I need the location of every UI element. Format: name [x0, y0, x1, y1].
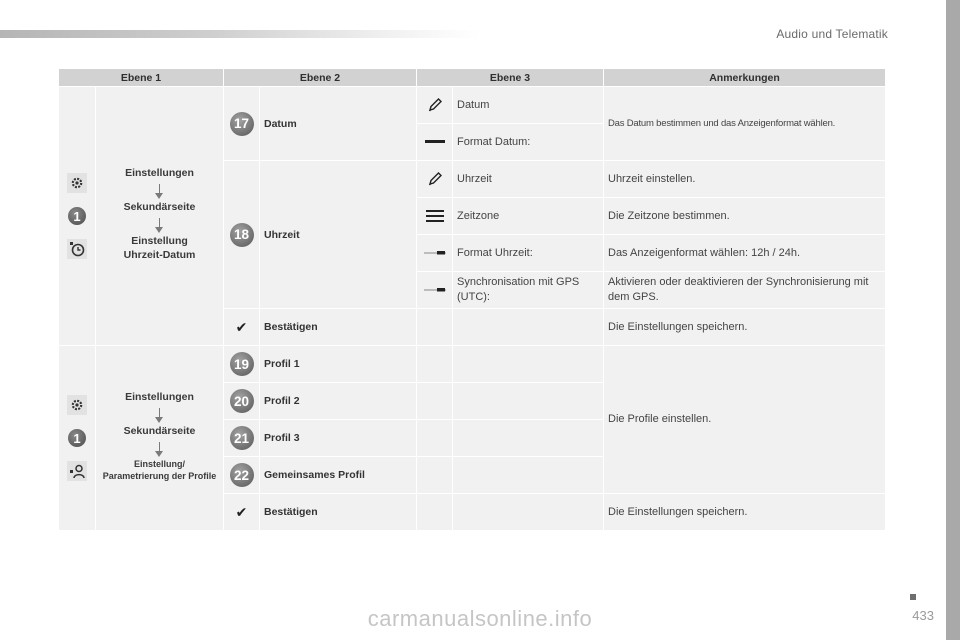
level-number-badge: 1: [68, 429, 86, 447]
pencil-icon: [417, 87, 453, 124]
arrow-down-icon: [159, 218, 160, 228]
nav-step-secondary: Sekundärseite: [123, 425, 196, 437]
section-title: Audio und Telematik: [776, 27, 888, 41]
page-marker: [910, 594, 916, 600]
profile-settings-icon: [67, 461, 87, 481]
level2-uhrzeit: Uhrzeit: [260, 161, 417, 309]
step-badge-22: 22: [230, 463, 254, 487]
level2-profil-3: Profil 3: [260, 420, 417, 457]
note-synchronisation: Aktivieren oder deaktivieren der Synchronisierung mit dem GPS.: [604, 272, 886, 309]
step-badge-21: 21: [230, 426, 254, 450]
note-datum: Das Datum bestimmen und das Anzeigenformat wählen.: [604, 87, 886, 161]
level2-gemeinsames-profil: Gemeinsames Profil: [260, 457, 417, 494]
toggle-icon: [417, 235, 453, 272]
step-badge-18: 18: [230, 223, 254, 247]
level1-navigation: [96, 87, 224, 346]
level2-profil-1: Profil 1: [260, 346, 417, 383]
list-icon: [417, 198, 453, 235]
empty-cell: [453, 494, 604, 531]
page-side-strip: [946, 0, 960, 640]
empty-cell: [417, 383, 453, 420]
settings-table: [58, 68, 886, 531]
empty-cell: [417, 457, 453, 494]
level3-datum: Datum: [453, 87, 604, 124]
col-header-ebene1: Ebene 1: [59, 69, 224, 87]
level1-icons: [59, 346, 96, 531]
group-datetime: [59, 87, 886, 346]
checkmark-icon: ✔: [224, 494, 260, 531]
watermark: carmanualsonline.info: [367, 606, 593, 631]
gear-icon: [67, 173, 87, 193]
level3-synchronisation: Synchronisation mit GPS (UTC):: [453, 272, 604, 309]
level3-format-uhrzeit: Format Uhrzeit:: [453, 235, 604, 272]
table-row: [59, 87, 886, 124]
nav-step-settings: Einstellungen: [125, 167, 194, 179]
level2-datum: Datum: [260, 87, 417, 161]
pencil-icon: [417, 161, 453, 198]
table-header-row: [59, 69, 886, 87]
note-bestaetigen: Die Einstellungen speichern.: [604, 309, 886, 346]
col-header-ebene3: Ebene 3: [417, 69, 604, 87]
nav-step-profiles: Einstellung/ Parametrierung der Profile: [102, 459, 217, 481]
step-badge-19: 19: [230, 352, 254, 376]
arrow-down-icon: [159, 408, 160, 418]
note-format-uhrzeit: Das Anzeigenformat wählen: 12h / 24h.: [604, 235, 886, 272]
level3-format-datum: Format Datum:: [453, 124, 604, 161]
badge-cell: [224, 420, 260, 457]
level2-bestaetigen: Bestätigen: [260, 309, 417, 346]
note-uhrzeit: Uhrzeit einstellen.: [604, 161, 886, 198]
level1-navigation: [96, 346, 224, 531]
toggle-icon: [417, 272, 453, 309]
empty-cell: [453, 420, 604, 457]
empty-cell: [417, 420, 453, 457]
badge-cell: [224, 346, 260, 383]
badge-cell: [224, 87, 260, 161]
top-decor-bar: [0, 30, 480, 38]
badge-cell: [224, 161, 260, 309]
arrow-down-icon: [159, 442, 160, 452]
empty-cell: [453, 457, 604, 494]
empty-cell: [417, 494, 453, 531]
nav-step-secondary: Sekundärseite: [123, 201, 196, 213]
col-header-anmerkungen: Anmerkungen: [604, 69, 886, 87]
badge-cell: [224, 457, 260, 494]
gear-icon: [67, 395, 87, 415]
step-badge-17: 17: [230, 112, 254, 136]
empty-cell: [453, 309, 604, 346]
empty-cell: [453, 346, 604, 383]
level3-zeitzone: Zeitzone: [453, 198, 604, 235]
empty-cell: [453, 383, 604, 420]
nav-step-settings: Einstellungen: [125, 391, 194, 403]
level2-profil-2: Profil 2: [260, 383, 417, 420]
note-zeitzone: Die Zeitzone bestimmen.: [604, 198, 886, 235]
level1-icons: [59, 87, 96, 346]
level2-bestaetigen: Bestätigen: [260, 494, 417, 531]
step-badge-20: 20: [230, 389, 254, 413]
arrow-down-icon: [159, 184, 160, 194]
note-bestaetigen: Die Einstellungen speichern.: [604, 494, 886, 531]
level-number-badge: 1: [68, 207, 86, 225]
level3-uhrzeit: Uhrzeit: [453, 161, 604, 198]
empty-cell: [417, 346, 453, 383]
col-header-ebene2: Ebene 2: [224, 69, 417, 87]
clock-settings-icon: [67, 239, 87, 259]
checkmark-icon: ✔: [224, 309, 260, 346]
page-number: 433: [912, 608, 934, 623]
empty-cell: [417, 309, 453, 346]
badge-cell: [224, 383, 260, 420]
nav-step-datetime: Einstellung Uhrzeit-Datum: [123, 235, 196, 261]
group-profiles: [59, 346, 886, 531]
format-bar-icon: [417, 124, 453, 161]
table-row: [59, 346, 886, 383]
note-profile: Die Profile einstellen.: [604, 346, 886, 494]
